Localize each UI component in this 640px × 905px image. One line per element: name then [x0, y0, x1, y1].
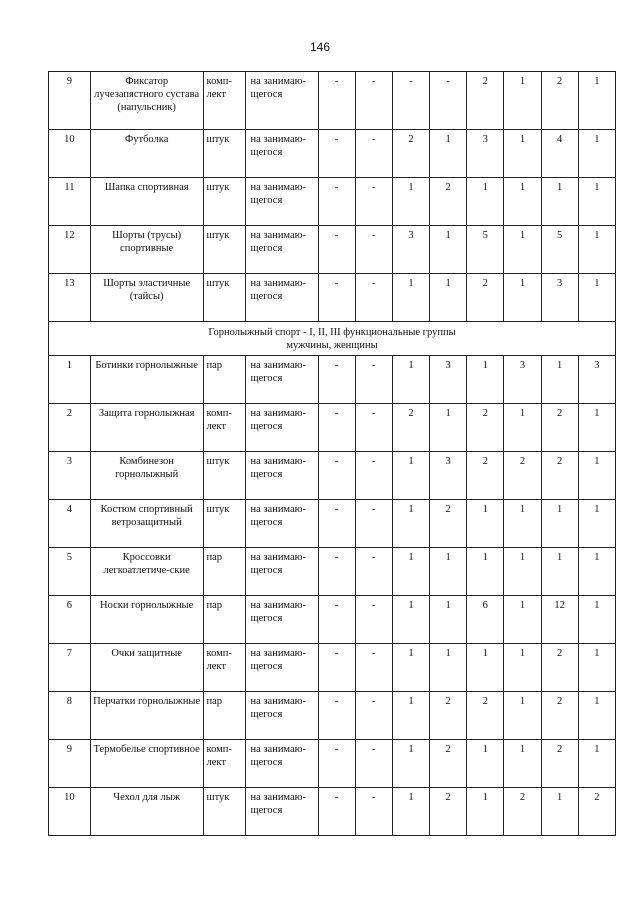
quantity-cell: - [318, 226, 355, 274]
quantity-cell: 1 [392, 596, 429, 644]
quantity-cell: 2 [467, 72, 504, 130]
quantity-cell: - [355, 596, 392, 644]
page-number: 146 [309, 40, 331, 54]
quantity-cell: 3 [467, 130, 504, 178]
row-number: 9 [49, 740, 91, 788]
quantity-cell: 1 [467, 548, 504, 596]
quantity-cell: 2 [504, 788, 541, 836]
calculation-basis: на занимаю-щегося [246, 404, 318, 452]
quantity-cell: 3 [430, 452, 467, 500]
quantity-cell: 1 [504, 740, 541, 788]
section-title-line2: мужчины, женщины [286, 340, 378, 351]
item-name: Костюм спортивный ветрозащитный [90, 500, 203, 548]
item-name: Чехол для лыж [90, 788, 203, 836]
quantity-cell: - [318, 644, 355, 692]
quantity-cell: 1 [504, 226, 541, 274]
table-row [49, 596, 616, 644]
item-name: Шорты (трусы) спортивные [90, 226, 203, 274]
quantity-cell: - [318, 500, 355, 548]
quantity-cell: 1 [430, 226, 467, 274]
quantity-cell: 2 [467, 274, 504, 322]
row-number: 13 [49, 274, 91, 322]
quantity-cell: - [318, 596, 355, 644]
quantity-cell: 1 [578, 404, 615, 452]
table-row [49, 740, 616, 788]
quantity-cell: 6 [467, 596, 504, 644]
quantity-cell: - [355, 178, 392, 226]
calculation-basis: на занимаю-щегося [246, 452, 318, 500]
unit-of-measure: пар [203, 548, 246, 596]
calculation-basis: на занимаю-щегося [246, 788, 318, 836]
quantity-cell: - [355, 644, 392, 692]
unit-of-measure: пар [203, 356, 246, 404]
table-row [49, 178, 616, 226]
quantity-cell: - [318, 72, 355, 130]
calculation-basis: на занимаю-щегося [246, 356, 318, 404]
quantity-cell: 2 [467, 692, 504, 740]
quantity-cell: 1 [504, 72, 541, 130]
quantity-cell: - [430, 72, 467, 130]
section-header-body [49, 322, 616, 356]
quantity-cell: 2 [430, 500, 467, 548]
quantity-cell: 3 [578, 356, 615, 404]
quantity-cell: 1 [504, 500, 541, 548]
quantity-cell: - [355, 72, 392, 130]
row-number: 6 [49, 596, 91, 644]
quantity-cell: - [355, 356, 392, 404]
quantity-cell: 4 [541, 130, 578, 178]
quantity-cell: 1 [392, 500, 429, 548]
table-row [49, 788, 616, 836]
table-row [49, 644, 616, 692]
quantity-cell: 1 [504, 692, 541, 740]
quantity-cell: - [318, 788, 355, 836]
row-number: 12 [49, 226, 91, 274]
quantity-cell: 1 [392, 788, 429, 836]
quantity-cell: 1 [392, 452, 429, 500]
table-row [49, 72, 616, 130]
quantity-cell: 2 [430, 692, 467, 740]
unit-of-measure: штук [203, 178, 246, 226]
quantity-cell: 1 [467, 788, 504, 836]
unit-of-measure: штук [203, 130, 246, 178]
quantity-cell: 1 [467, 740, 504, 788]
unit-of-measure: штук [203, 788, 246, 836]
quantity-cell: 12 [541, 596, 578, 644]
unit-of-measure: комп-лект [203, 644, 246, 692]
unit-of-measure: штук [203, 452, 246, 500]
quantity-cell: - [355, 788, 392, 836]
quantity-cell: - [355, 404, 392, 452]
quantity-cell: 2 [541, 644, 578, 692]
quantity-cell: 1 [430, 548, 467, 596]
quantity-cell: 1 [430, 404, 467, 452]
row-number: 11 [49, 178, 91, 226]
item-name: Кроссовки легкоатлетиче-ские [90, 548, 203, 596]
calculation-basis: на занимаю-щегося [246, 548, 318, 596]
section-title-line1: Горнолыжный спорт - I, II, III функциональные группы [208, 327, 456, 338]
table-row [49, 692, 616, 740]
unit-of-measure: комп-лект [203, 72, 246, 130]
section-header-cell [49, 322, 616, 356]
table-row [49, 548, 616, 596]
table-body-top [49, 72, 616, 322]
row-number: 8 [49, 692, 91, 740]
item-name: Носки горнолыжные [90, 596, 203, 644]
quantity-cell: 3 [392, 226, 429, 274]
quantity-cell: 3 [504, 356, 541, 404]
quantity-cell: 1 [578, 692, 615, 740]
row-number: 3 [49, 452, 91, 500]
item-name: Комбинезон горнолыжный [90, 452, 203, 500]
row-number: 10 [49, 130, 91, 178]
calculation-basis: на занимаю-щегося [246, 596, 318, 644]
calculation-basis: на занимаю-щегося [246, 740, 318, 788]
item-name: Ботинки горнолыжные [90, 356, 203, 404]
row-number: 1 [49, 356, 91, 404]
unit-of-measure: штук [203, 226, 246, 274]
table-row [49, 452, 616, 500]
item-name: Шапка спортивная [90, 178, 203, 226]
quantity-cell: - [355, 226, 392, 274]
item-name: Термобелье спортивное [90, 740, 203, 788]
quantity-cell: 2 [541, 692, 578, 740]
row-number: 10 [49, 788, 91, 836]
unit-of-measure: комп-лект [203, 404, 246, 452]
quantity-cell: - [318, 356, 355, 404]
quantity-cell: 1 [578, 226, 615, 274]
calculation-basis: на занимаю-щегося [246, 72, 318, 130]
calculation-basis: на занимаю-щегося [246, 500, 318, 548]
section-header-row [49, 322, 616, 356]
quantity-cell: 1 [578, 452, 615, 500]
quantity-cell: 1 [430, 644, 467, 692]
equipment-table [48, 71, 616, 836]
quantity-cell: - [355, 274, 392, 322]
quantity-cell: - [355, 452, 392, 500]
quantity-cell: 1 [578, 130, 615, 178]
quantity-cell: 2 [467, 452, 504, 500]
quantity-cell: 1 [467, 500, 504, 548]
quantity-cell: 1 [504, 404, 541, 452]
quantity-cell: - [355, 130, 392, 178]
quantity-cell: - [318, 548, 355, 596]
quantity-cell: 1 [541, 356, 578, 404]
quantity-cell: 2 [392, 130, 429, 178]
quantity-cell: 1 [578, 274, 615, 322]
item-name: Защита горнолыжная [90, 404, 203, 452]
quantity-cell: 1 [467, 644, 504, 692]
quantity-cell: - [355, 692, 392, 740]
quantity-cell: 1 [541, 178, 578, 226]
quantity-cell: 2 [430, 740, 467, 788]
quantity-cell: 1 [504, 178, 541, 226]
quantity-cell: 2 [541, 740, 578, 788]
quantity-cell: 1 [392, 178, 429, 226]
quantity-cell: 1 [392, 274, 429, 322]
quantity-cell: 1 [504, 596, 541, 644]
table-row [49, 226, 616, 274]
table-body-bottom [49, 356, 616, 836]
table-row [49, 500, 616, 548]
quantity-cell: 1 [578, 72, 615, 130]
quantity-cell: 3 [430, 356, 467, 404]
quantity-cell: 2 [430, 788, 467, 836]
row-number: 2 [49, 404, 91, 452]
quantity-cell: 2 [430, 178, 467, 226]
quantity-cell: 1 [430, 130, 467, 178]
quantity-cell: 1 [578, 178, 615, 226]
item-name: Шорты эластичные (тайсы) [90, 274, 203, 322]
quantity-cell: 2 [541, 72, 578, 130]
quantity-cell: 1 [578, 596, 615, 644]
quantity-cell: - [318, 740, 355, 788]
table-row [49, 404, 616, 452]
quantity-cell: 1 [541, 500, 578, 548]
row-number: 9 [49, 72, 91, 130]
quantity-cell: 1 [392, 548, 429, 596]
quantity-cell: 1 [392, 644, 429, 692]
quantity-cell: 3 [541, 274, 578, 322]
quantity-cell: 1 [578, 740, 615, 788]
quantity-cell: 5 [467, 226, 504, 274]
table-row [49, 356, 616, 404]
row-number: 7 [49, 644, 91, 692]
quantity-cell: 1 [504, 644, 541, 692]
table-row [49, 274, 616, 322]
unit-of-measure: комп-лект [203, 740, 246, 788]
quantity-cell: 1 [504, 130, 541, 178]
quantity-cell: 1 [541, 788, 578, 836]
quantity-cell: 1 [578, 644, 615, 692]
item-name: Футболка [90, 130, 203, 178]
calculation-basis: на занимаю-щегося [246, 226, 318, 274]
quantity-cell: 2 [467, 404, 504, 452]
quantity-cell: - [318, 130, 355, 178]
quantity-cell: - [318, 404, 355, 452]
quantity-cell: - [355, 500, 392, 548]
calculation-basis: на занимаю-щегося [246, 692, 318, 740]
unit-of-measure: штук [203, 500, 246, 548]
row-number: 5 [49, 548, 91, 596]
unit-of-measure: пар [203, 692, 246, 740]
quantity-cell: 1 [467, 356, 504, 404]
quantity-cell: 1 [467, 178, 504, 226]
quantity-cell: 1 [430, 596, 467, 644]
quantity-cell: - [318, 274, 355, 322]
quantity-cell: - [318, 452, 355, 500]
quantity-cell: 1 [504, 274, 541, 322]
quantity-cell: 1 [504, 548, 541, 596]
quantity-cell: - [355, 740, 392, 788]
quantity-cell: 1 [392, 356, 429, 404]
quantity-cell: 2 [504, 452, 541, 500]
item-name: Очки защитные [90, 644, 203, 692]
item-name: Перчатки горнолыжные [90, 692, 203, 740]
calculation-basis: на занимаю-щегося [246, 274, 318, 322]
quantity-cell: - [392, 72, 429, 130]
calculation-basis: на занимаю-щегося [246, 178, 318, 226]
quantity-cell: 1 [541, 548, 578, 596]
quantity-cell: 2 [541, 404, 578, 452]
quantity-cell: 1 [578, 500, 615, 548]
quantity-cell: - [318, 178, 355, 226]
quantity-cell: 5 [541, 226, 578, 274]
quantity-cell: 1 [392, 740, 429, 788]
table-row [49, 130, 616, 178]
quantity-cell: 2 [578, 788, 615, 836]
quantity-cell: - [318, 692, 355, 740]
row-number: 4 [49, 500, 91, 548]
unit-of-measure: пар [203, 596, 246, 644]
quantity-cell: 1 [430, 274, 467, 322]
calculation-basis: на занимаю-щегося [246, 644, 318, 692]
quantity-cell: 1 [578, 548, 615, 596]
quantity-cell: 1 [392, 692, 429, 740]
calculation-basis: на занимаю-щегося [246, 130, 318, 178]
unit-of-measure: штук [203, 274, 246, 322]
quantity-cell: - [355, 548, 392, 596]
item-name: Фиксатор лучезапястного сустава (напульсник) [90, 72, 203, 130]
quantity-cell: 2 [541, 452, 578, 500]
quantity-cell: 2 [392, 404, 429, 452]
